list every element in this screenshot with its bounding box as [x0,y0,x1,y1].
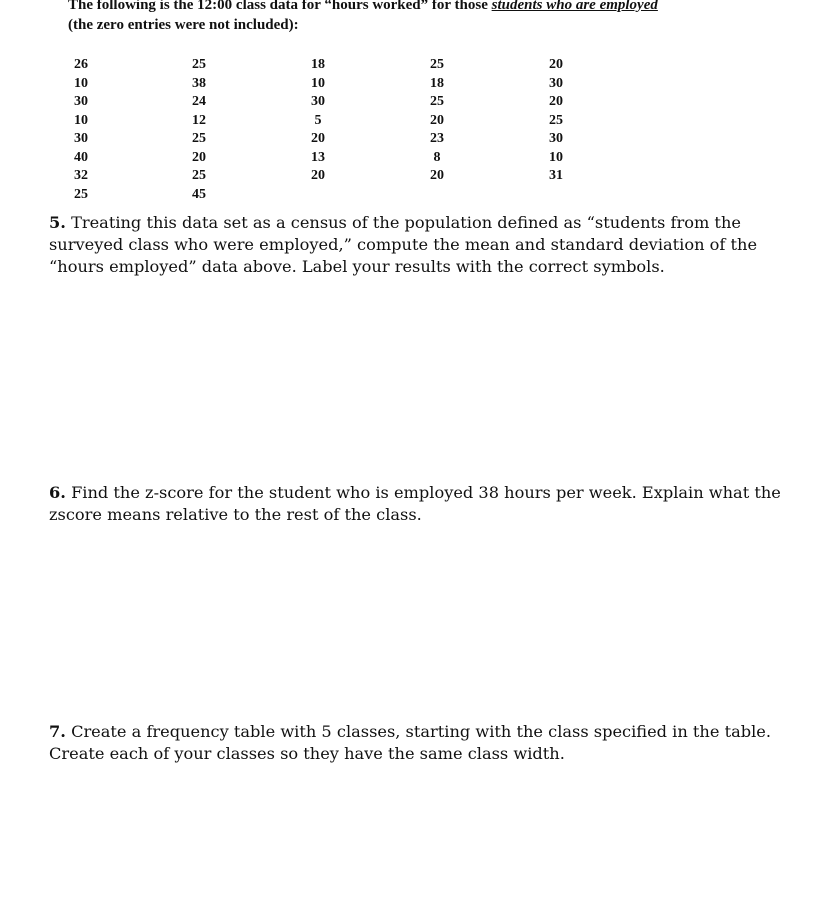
data-cell: 30 [74,94,88,109]
data-cell: 45 [192,186,206,202]
data-cell: 25 [192,131,206,146]
data-cell: 18 [430,75,444,91]
data-cell: 30 [549,131,563,146]
data-cell: 25 [192,57,206,72]
data-cell: 20 [430,112,444,128]
data-column-1 [61,56,101,204]
question-6 [49,482,789,526]
data-cell: 25 [430,94,444,109]
intro-line-1-prefix: The following is the 12:00 class data for “hours worked” for those [68,0,492,13]
data-cell: 20 [311,168,325,183]
intro-text [68,0,768,35]
data-cell: 24 [192,94,206,109]
data-cell: 12 [192,112,206,128]
data-cell: 20 [430,168,444,183]
data-cell: 20 [549,94,563,109]
data-cell: 8 [433,149,441,165]
data-cell: 5 [314,112,322,128]
data-cell: 20 [192,149,206,165]
data-cell: 20 [549,57,563,72]
data-cell: 10 [74,112,88,128]
data-column-2 [179,56,219,204]
question-number: 6. [49,483,66,502]
data-cell: 30 [549,75,563,91]
data-cell: 40 [74,149,88,165]
data-cell: 31 [549,168,563,183]
data-column-3 [298,56,338,186]
intro-line-1 [68,0,768,15]
data-cell: 26 [74,57,88,72]
data-cell: 25 [192,168,206,183]
data-cell: 30 [74,131,88,146]
data-cell: 10 [311,75,325,91]
hours-data-table [0,56,828,206]
intro-emphasis: students who are employed [491,0,658,13]
data-cell: 10 [74,75,88,91]
data-cell: 30 [311,94,325,109]
data-cell: 25 [430,57,444,72]
question-5 [49,212,789,278]
data-column-5 [536,56,576,186]
question-number: 5. [49,213,66,232]
question-text: Find the z-score for the student who is employed 38 hours per week. Explain what the zscore means relative to the rest of the class. [49,483,781,524]
data-cell: 38 [192,75,206,91]
data-cell: 20 [311,131,325,146]
data-cell: 23 [430,131,444,146]
data-cell: 25 [549,112,563,128]
data-cell: 18 [311,57,325,72]
data-column-4 [417,56,457,186]
question-text: Create a frequency table with 5 classes, starting with the class specified in the table. Create each of your classes so they have the same class width. [49,722,771,763]
data-cell: 32 [74,168,88,183]
question-number: 7. [49,722,66,741]
data-cell: 10 [549,149,563,165]
data-cell: 13 [311,149,325,165]
question-7 [49,721,789,765]
data-cell: 25 [74,186,88,202]
question-text: Treating this data set as a census of the population defined as “students from the surveyed class who were employed,” compute the mean and standard deviation of the “hours employed” data above. Label your results with the correct symbols. [49,213,758,276]
intro-line-2: (the zero entries were not included): [68,17,299,33]
